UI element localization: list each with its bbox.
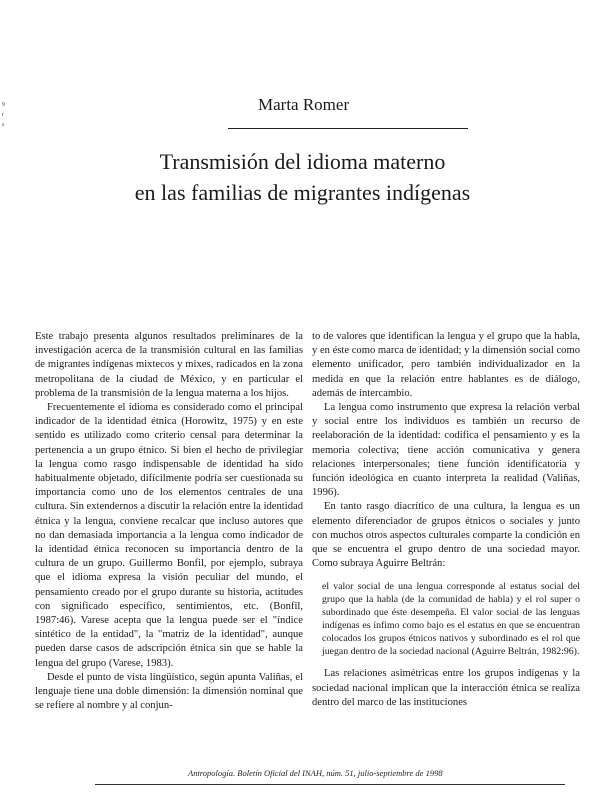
right-column (312, 330, 580, 710)
title-line: en las familias de migrantes indígenas (134, 180, 471, 205)
article-title (90, 146, 515, 208)
margin-mark: s (2, 122, 5, 128)
page-footer: Antropología. Boletín Oficial del INAH, núm. 51, julio-septiembre de 1998 (188, 768, 443, 778)
paragraph: En tanto rasgo diacrítico de una cultura, la lengua es un elemento diferenciador de grupos étnicos o sociales y junto con muchos otros aspectos culturales comparte la condición en que se encuentra el grupo dentro de una sociedad mayor. Como subraya Aguirre Beltrán: (312, 501, 580, 570)
author-name: Marta Romer (258, 95, 350, 114)
title-line: Transmisión del idioma materno (159, 149, 446, 174)
header-rule (228, 128, 468, 129)
margin-mark: r (2, 112, 4, 118)
paragraph: to de valores que identifican la lengua y el grupo que la habla, y en éste como marca de identidad; y la dimensión social como elemento unificador, pero también individualizador en la medida en que la relación entre hablantes es de diálogo, además de intercambio. (312, 331, 580, 399)
paragraph: Desde el punto de vista lingüístico, según apunta Valiñas, el lenguaje tiene una doble dimensión: la dimensión nominal que se refiere al nombre y al conjun- (35, 671, 303, 712)
left-column (35, 330, 303, 713)
block-quote: el valor social de una lengua corresponde al estatus social del grupo que la habla (de la comunidad de habla) y el rol super o subordinado que éste desempeña. El valor social de las lenguas indígenas es ínfimo como bajo es el estatus en que se encuentran colocados los grupos étnicos nativos y subordinado es el rol que juegan dentro de la sociedad nacional (Aguirre Beltrán, 1982:96). (322, 581, 580, 658)
footer-rule (95, 784, 565, 785)
margin-marks (2, 100, 5, 130)
margin-mark: 9 (2, 102, 5, 108)
paragraph: Este trabajo presenta algunos resultados preliminares de la investigación acerca de la transmisión cultural en las familias de migrantes indígenas mixtecos y mixes, radicados en la zona metropolitana de la ciudad de México, y en particular el problema de la transmisión de la lengua materna a los hijos. (35, 331, 303, 399)
paragraph: La lengua como instrumento que expresa la relación verbal y social entre los individuos es también un recurso de reelaboración de la identidad: codifica el pensamiento y es la memoria colectiva; tiene acción comunicativa y genera relaciones interpersonales; tiene función identificatoria y función ideológica en cuanto interpreta la realidad (Valiñas, 1996). (312, 402, 580, 499)
paragraph: Frecuentemente el idioma es considerado como el principal indicador de la identidad étnica (Horowitz, 1975) y en este sentido es utilizado como criterio censal para determinar la pertenencia a un grupo étnico. Si bien el hecho de privilegiar la lengua como rasgo indispensable de identidad ha sido habitualmente objetado, difícilmente podría ser cuestionada su importancia como uno de los elementos centrales de una cultura. Sin extendernos a discutir la relación entre la identidad étnica y la lengua, conviene recalcar que incluso autores que no dan demasiada importancia a la lengua como indicador de la identidad étnica reconocen su importancia dentro de la cultura de un grupo. Guillermo Bonfil, por ejemplo, subraya que el idioma expresa la visión peculiar del mundo, el pensamiento creado por el grupo durante su historia, actitudes con significado específico, sentimientos, etc. (Bonfil, 1987:46). Varese acepta que la lengua puede ser el "índice sintético de la entidad", la "matriz de la identidad", aunque pueden darse casos de adscripción étnica sin que se hable la lengua del grupo (Varese, 1983). (35, 402, 303, 669)
paragraph: Las relaciones asimétricas entre los grupos indígenas y la sociedad nacional implican que la interacción étnica se realiza dentro del marco de las instituciones (312, 668, 580, 708)
